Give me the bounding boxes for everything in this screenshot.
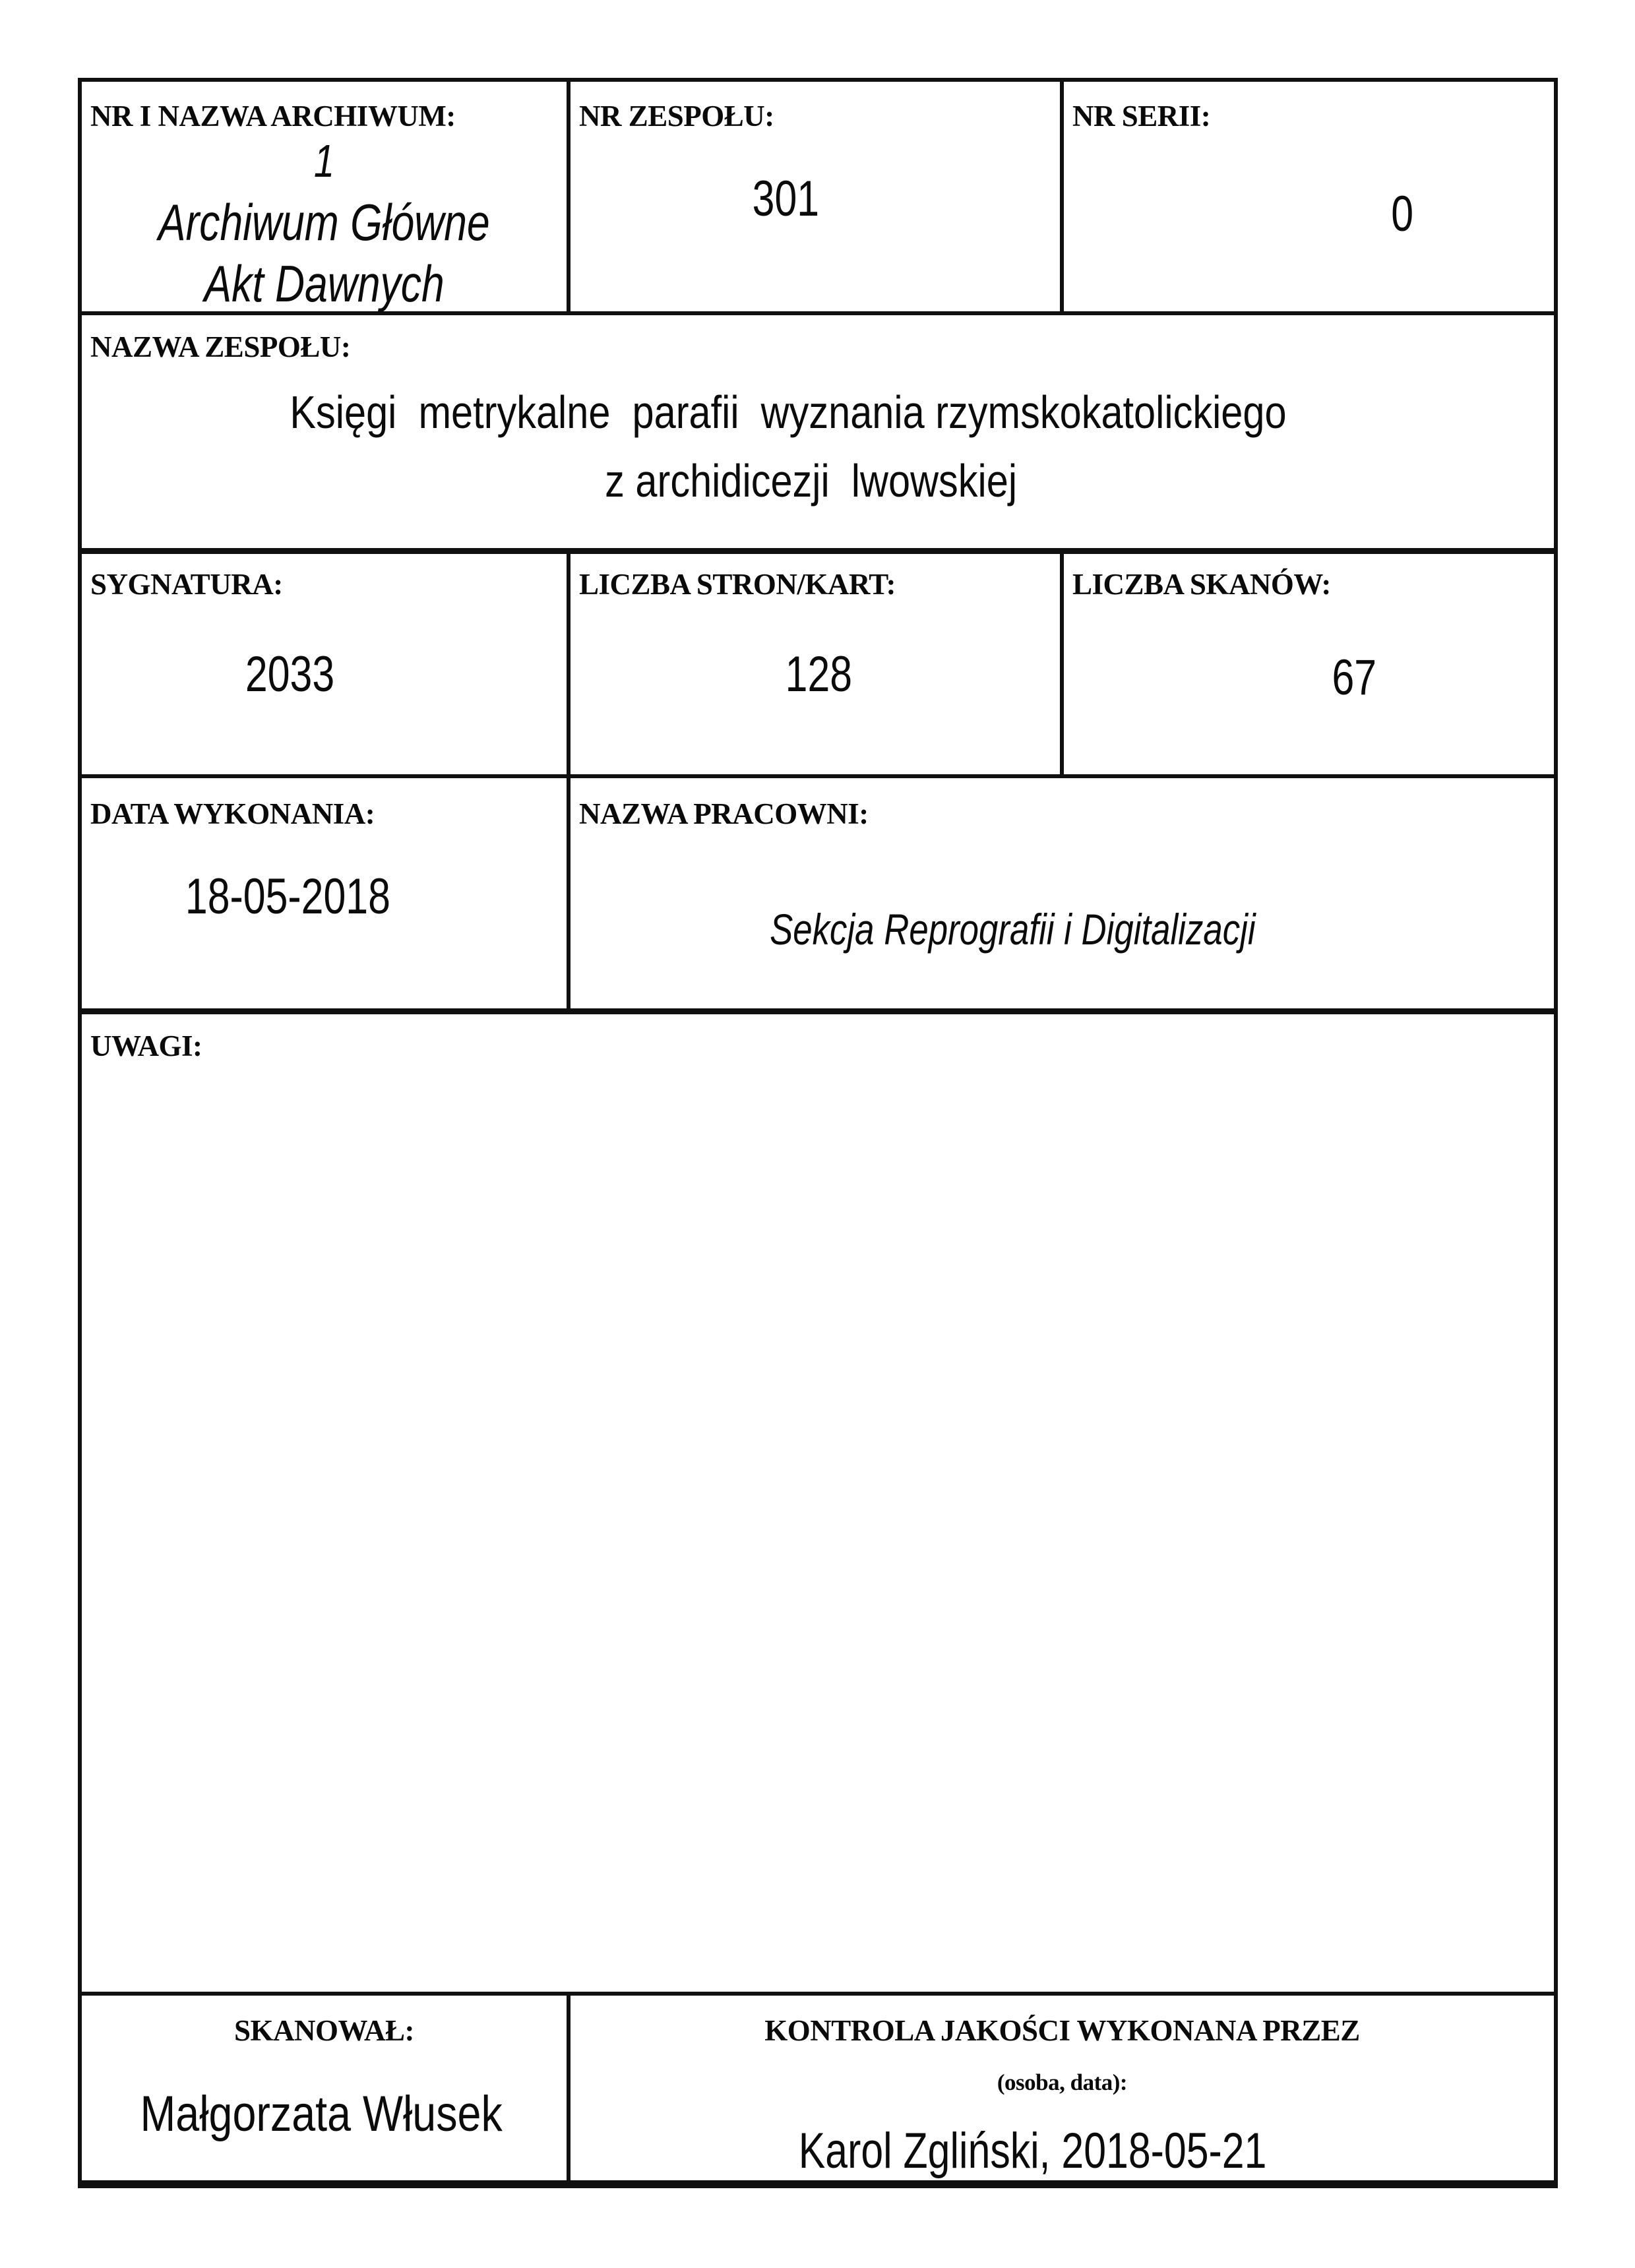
remarks-cell [82,1014,1554,1996]
lab-cell [571,778,1554,1014]
scan-date-label: DATA WYKONANIA: [90,797,375,830]
row-remarks [82,1014,1554,1996]
scan-date-value: 18-05-2018 [185,869,390,925]
row-fonds-name [82,315,1554,554]
scans-label: LICZBA SKANÓW: [1072,568,1331,601]
row-signoff [82,1996,1554,2180]
archive-label: NR I NAZWA ARCHIWUM: [90,100,456,133]
row-signature [82,554,1554,778]
remarks-label: UWAGI: [90,1029,202,1062]
scans-value: 67 [1332,650,1377,706]
fonds-name-value [82,378,1554,515]
fonds-name-cell [82,315,1554,554]
quality-control-cell [571,1996,1554,2180]
lab-label: NAZWA PRACOWNI: [579,797,869,830]
row-archive [82,82,1554,315]
fonds-number-label: NR ZESPOŁU: [579,100,774,133]
signature-value: 2033 [245,646,335,702]
quality-control-label-line1: KONTROLA JAKOŚCI WYKONANA PRZEZ [764,2014,1360,2047]
pages-cell [571,554,1064,778]
series-number-label: NR SERII: [1072,100,1211,133]
metadata-table [78,78,1558,2188]
archive-name-line2: Akt Dawnych [204,254,445,313]
fonds-name-line1: Księgi metrykalne parafii wyznania rzymskokatolickiego [290,386,1287,438]
archive-value [82,130,567,314]
scanned-by-value: Małgorzata Włusek [140,2086,503,2142]
pages-label: LICZBA STRON/KART: [579,568,896,601]
scanned-by-label: SKANOWAŁ: [233,2014,415,2047]
lab-value: Sekcja Reprografii i Digitalizacji [770,905,1256,954]
series-number-cell [1064,82,1554,315]
scans-cell [1064,554,1554,778]
series-number-value: 0 [1391,186,1414,242]
fonds-name-line2: z archidicezji lwowskiej [605,455,1018,506]
signature-cell [82,554,571,778]
fonds-name-label: NAZWA ZESPOŁU: [90,330,351,363]
scan-date-cell [82,778,571,1014]
signature-label: SYGNATURA: [90,568,283,601]
archive-cell [82,82,571,315]
quality-control-label-line2: (osoba, data): [997,2069,1128,2095]
pages-value: 128 [785,646,852,702]
archive-number: 1 [313,135,335,187]
fonds-number-value: 301 [752,171,819,227]
remarks-value [82,1093,1554,1104]
quality-control-value: Karol Zgliński, 2018-05-21 [798,2123,1267,2179]
row-date-lab [82,778,1554,1014]
archive-name-line1: Archiwum Główne [158,193,490,251]
fonds-number-cell [571,82,1064,315]
scanned-by-cell [82,1996,571,2180]
